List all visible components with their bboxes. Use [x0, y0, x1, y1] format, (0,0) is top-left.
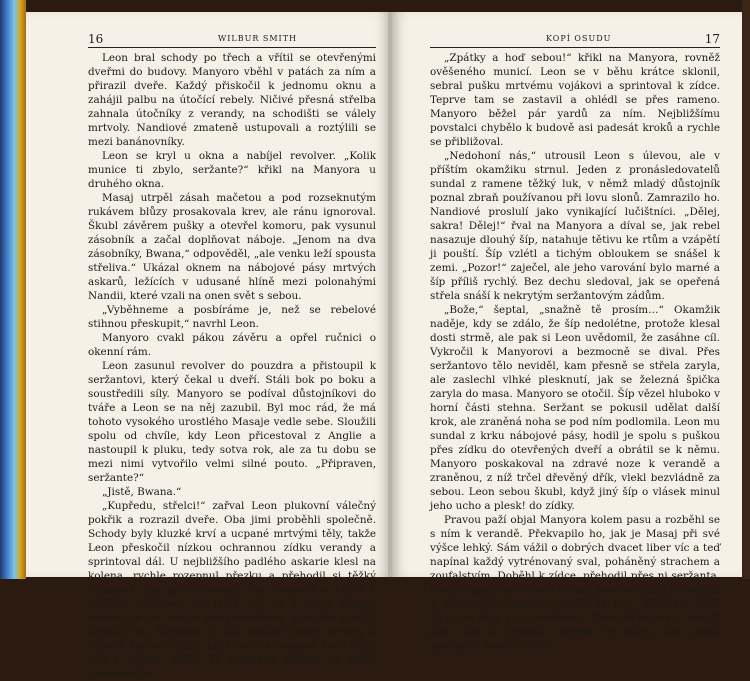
page-number: 16 [88, 32, 104, 46]
paragraph: Manyoro cvakl pákou závěru a opřel ručnici o okenní rám. [88, 332, 376, 358]
book-edge-left [0, 0, 26, 579]
paragraph: „Vyběhneme a posbíráme je, než se rebelové stihnou přeskupit,“ navrhl Leon. [88, 304, 376, 330]
paragraph: Leon zasunul revolver do pouzdra a přistoupil k seržantovi, který čekal u dveří. Stáli bok po boku a soustředili síly. Manyoro se podíval důstojníkovi do tváře a Leon se na něj zazubil. Byl moc rád, že má tohoto vysokého urostlého Masaje vedle sebe. Sloužili spolu od chvíle, kdy Leon přicestoval z Anglie a nastoupil k pluku, tedy sotva rok, ale za tu dobu se mezi nimi vytvořilo velmi silné pouto. „Připraven, seržante?“ [88, 360, 376, 484]
paragraph: Masaj utrpěl zásah mačetou a pod rozseknutým rukávem blůzy prosakovala krev, ale ránu ignoroval. Škubl závěrem pušky a otevřel komoru, pak vysunul zásobník a začal doplňovat náboje. „Jenom na dva zásobníky, Bwana,“ odpověděl, „ale venku leží spousta střeliva.“ Ukázal oknem na nábojové pásy mrtvých askarů, ležících v udusané hlíně mezi polonahými Nandii, které vzali na onen svět s sebou. [88, 192, 376, 302]
left-page-text [88, 51, 376, 681]
page-number: 17 [704, 32, 720, 46]
header-rule [88, 47, 376, 48]
running-head: WILBUR SMITH [218, 34, 298, 43]
header-rule [430, 47, 720, 48]
paragraph: „Nedohoní nás,“ utrousil Leon s úlevou, ale v příštím okamžiku strnul. Jeden z pronásledovatelů sundal z ramene těžký luk, v němž mladý důstojník poznal zbraň používanou při lovu slonů. Zamrazilo ho. Nandiové proslulí jako vynikající lučištníci. „Dělej, sakra! Dělej!“ řval na Manyora a díval se, jak rebel nasazuje dlouhý šíp, natahuje tětivu ke rtům a vzápětí ji pouští. Šíp vzlétl a tichým obloukem se snášel k zemi. „Pozor!“ zaječel, ale jeho varování bylo marné a šíp příliš rychlý. Bez dechu sledoval, jak se opeřená střela snáší k nekrytým seržantovým zádům. [430, 150, 720, 302]
running-head: KOPÍ OSUDU [546, 34, 612, 43]
paragraph: Leon bral schody po třech a vřítil se otevřenými dveřmi do budovy. Manyoro vběhl v patách za ním a přirazil dveře. Každý přiskočil k jednomu oknu a zahájil palbu na útočící rebely. Ničivé přesná střelba zahnala útočníky z verandy, na schodišti se válely mrtvoly. Nandiové zmateně ustupovali a roztýlili se mezi banánovníky. [88, 52, 376, 148]
paragraph: „Kupředu, střelci!“ zařval Leon plukovní válečný pokřik a rozrazil dveře. Oba jimi proběhli společně. Schody byly kluzké krví a ucpané mrtvými těly, takže Leon přeskočil nízkou ochrannou zídku verandy a sprintoval dál. U nejbližšího padlého askarie klesl na kolena, rychle rozepnul přezku a přehodil si těžký nábojový pás přes rameno. Pak vyskočil a běžel k dalšímu vojákovi, ale ještě než se k němu dostal, rozlehl se od okraje banánovníkové plantáže hlasitý vztekly řev. Nevšímal si ho, poklekl vedle mrtvoly a vzhlédl teprve tehdy, když mu na ramené visel další pás s náboji. Viděl, že povstalci vbíhají na volné prostranství. [88, 500, 376, 680]
book-edge-right [742, 0, 750, 579]
paragraph: „Jistě, Bwana.“ [102, 486, 182, 498]
right-page-text [430, 51, 720, 653]
paragraph: „Zpátky a hoď sebou!“ křikl na Manyora, rovněž ověšeného municí. Leon se v běhu krátce sklonil, sebral pušku mrtvému vojákovi a sprintoval k zídce. Teprve tam se zastavil a ohlédl se přes rameno. Manyoro běžel pár yardů za ním. Nejbližšímu povstalci chybělo k budově asi padesát kroků a rychle se přibližoval. [430, 52, 720, 148]
paragraph: Pravou paží objal Manyora kolem pasu a rozběhl se s ním k verandě. Překvapilo ho, jak je Masaj při své výšce lehký. Sám vážil o dobrých dvacet liber víc a teď napínal každý vytrénovaný sval, poháněný strachem a zoufalstvím. Doběhl k zídce, přehodil přes ni seržanta, který dopadl na druhou stranu jako beztvará hrouda, a s mohutným odrazem skočil za ním. Přilétaly další šípy, ale těch si už nevšímal. Zvedl Manyora v náručí jako dítě a proběhl dveřmi ve chvíli, kdy první povstalec dosáhl zídky. [430, 514, 720, 652]
left-page [26, 12, 390, 680]
right-page [392, 12, 742, 652]
paragraph: Leon se kryl u okna a nabíjel revolver. „Kolik munice ti zbylo, seržante?“ křikl na Manyora u druhého okna. [88, 150, 376, 190]
paragraph: „Bože,“ šeptal, „snažně tě prosím…“ Okamžik naděje, kdy se zdálo, že šíp nedolétne, protože klesal dosti strmě, ale pak si Leon uvědomil, že zasáhne cíl. Vykročil k Manyorovi a bezmocně se dival. Přes seržantovo tělo neviděl, kam přesně se střela zaryla, ale zaslechl vlhké plesknutí, jak se železná špička zaryla do masa. Manyoro se otočil. Šíp vězel hluboko v horní části stehna. Seržant se pokusil udělat další krok, ale zraněná noha se pod ním podlomila. Leon mu sundal z krku nábojové pásy, hodil je spolu s puškou přes zídku do otevřených dveří a obrátil se k němu. Manyoro poskakoval na zdravé noze k verandě a zraněnou, z níž trčel dřevěný dřík, vlekl bezvládně za sebou. Leon sebou škubl, když jiný šíp o vlásek minul jeho ucho a plesk! do zídky. [430, 304, 720, 512]
